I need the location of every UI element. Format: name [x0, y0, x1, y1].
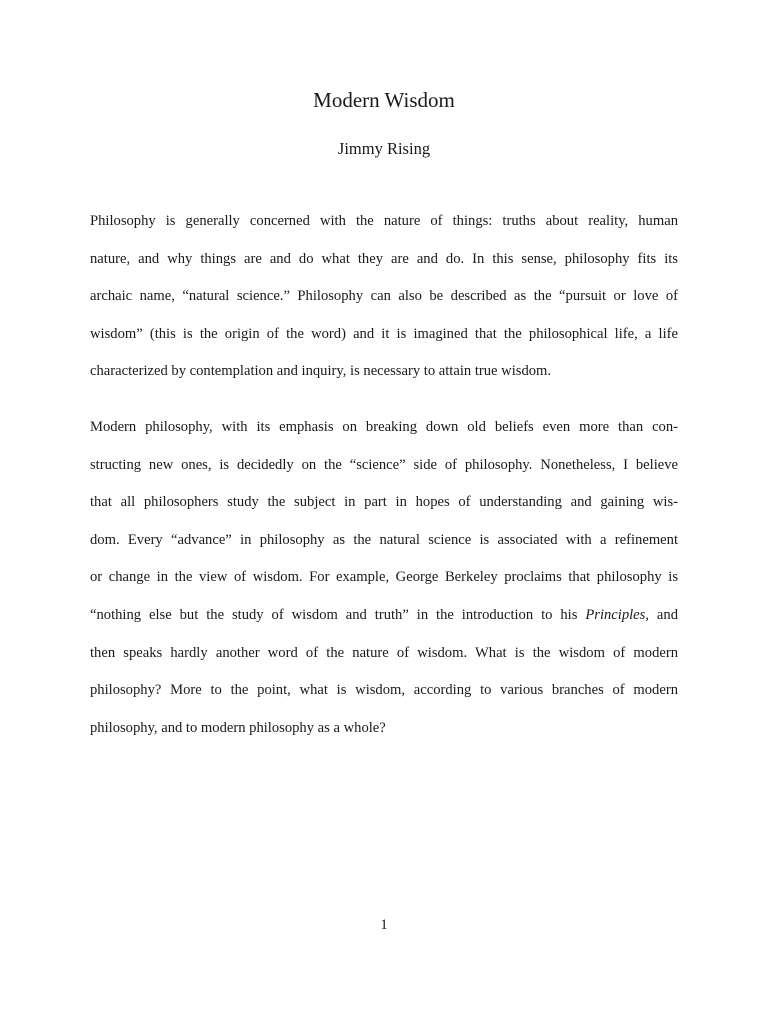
paragraph-line: wisdom” (this is the origin of the word) and it is imagined that the philosophical life, a life	[90, 325, 678, 342]
paragraph-line: or change in the view of wisdom. For example, George Berkeley proclaims that philosophy is	[90, 569, 678, 586]
paragraph-line: dom. Every “advance” in philosophy as the natural science is associated with a refinement	[90, 531, 678, 548]
line-text: “nothing else but the study of wisdom and truth” in the introduction to his	[90, 606, 586, 623]
paragraph-line: archaic name, “natural science.” Philosophy can also be described as the “pursuit or love of	[90, 288, 678, 305]
paragraph-line: Modern philosophy, with its emphasis on breaking down old beliefs even more than con-	[90, 419, 678, 435]
book-title-principles: Principles	[585, 606, 646, 623]
paragraph-line: structing new ones, is decidedly on the “science” side of philosophy. Nonetheless, I believe	[90, 456, 678, 473]
paragraph-2	[90, 409, 678, 747]
paragraph-line: philosophy, and to modern philosophy as a whole?	[90, 719, 386, 736]
paragraph-line: philosophy? More to the point, what is wisdom, according to various branches of modern	[90, 682, 678, 699]
paragraph-line: Philosophy is generally concerned with the nature of things: truths about reality, human	[90, 213, 678, 229]
paragraph-1	[90, 203, 678, 391]
document-author: Jimmy Rising	[337, 139, 431, 158]
document-title: Modern Wisdom	[313, 88, 455, 112]
paragraph-line: that all philosophers study the subject in part in hopes of understanding and gaining wis-	[90, 494, 678, 511]
paragraph-line	[90, 597, 678, 635]
line-text: , and	[645, 606, 678, 623]
paragraph-line: then speaks hardly another word of the nature of wisdom. What is the wisdom of modern	[90, 644, 678, 661]
page-number: 1	[380, 917, 388, 933]
paragraph-line: nature, and why things are and do what they are and do. In this sense, philosophy fits its	[90, 250, 678, 267]
paragraph-line: characterized by contemplation and inquiry, is necessary to attain true wisdom.	[90, 363, 552, 380]
